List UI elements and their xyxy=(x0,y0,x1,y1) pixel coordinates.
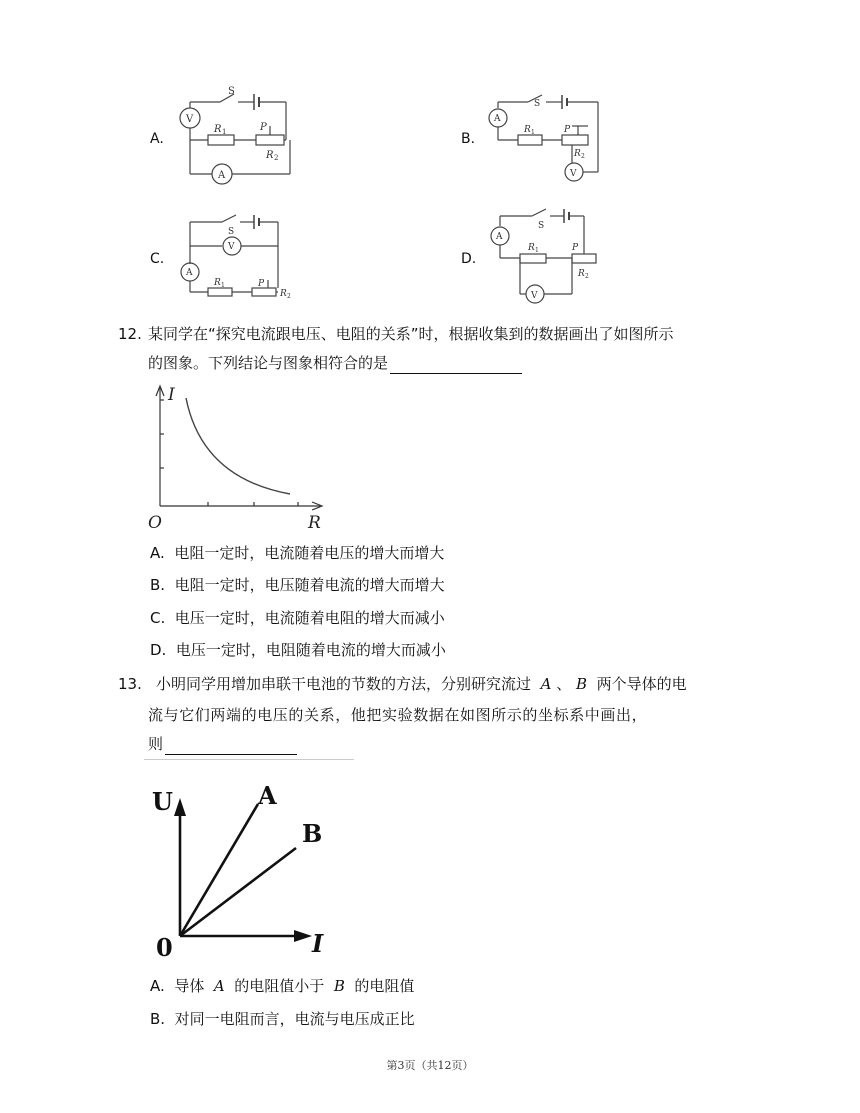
y-axis-label: I xyxy=(168,385,175,405)
r2-label: R xyxy=(574,149,581,159)
line-b-label: B xyxy=(302,819,323,848)
r1-label: R xyxy=(214,124,222,135)
r2-subscript: 2 xyxy=(581,153,585,160)
option-label: A. xyxy=(150,977,165,995)
switch-label: S xyxy=(228,86,235,97)
option-text: 电阻一定时，电压随着电流的增大而增大 xyxy=(174,576,445,594)
r2-label: R xyxy=(280,289,287,299)
ammeter-symbol: A xyxy=(218,170,226,181)
u-i-graph xyxy=(146,776,346,962)
variable-a: A xyxy=(540,675,552,693)
circuit-diagram-b xyxy=(484,92,606,188)
r1-subscript: 1 xyxy=(222,128,227,136)
q13-text-cont: 两个导体的电 xyxy=(596,675,687,693)
page-footer: 第3页（共12页） xyxy=(386,1059,474,1072)
option-text: 对同一电阻而言，电流与电压成正比 xyxy=(174,1010,415,1028)
circuit-d-label: D. xyxy=(461,251,477,267)
r2-subscript: 2 xyxy=(287,293,291,300)
r2-subscript: 2 xyxy=(274,154,279,162)
option-text: 电压一定时，电流随着电阻的增大而减小 xyxy=(174,609,445,627)
origin-label: 0 xyxy=(156,933,173,962)
variable-b: B xyxy=(333,977,345,995)
q12-option-b[interactable] xyxy=(150,574,445,596)
r1-subscript: 1 xyxy=(221,282,225,289)
option-text: 的电阻值小于 xyxy=(234,977,325,995)
voltmeter-symbol: V xyxy=(531,291,538,301)
question-12-number: 12. xyxy=(118,325,142,343)
question-13-number: 13. xyxy=(118,675,142,693)
voltmeter-symbol: V xyxy=(186,114,194,125)
slider-label: P xyxy=(258,279,265,289)
option-label: A. xyxy=(150,544,165,562)
q13-text-then: 则 xyxy=(148,735,164,753)
r2-label: R xyxy=(266,150,274,161)
circuit-c-label: C. xyxy=(150,251,165,267)
question-12-line2 xyxy=(148,352,522,374)
option-label: B. xyxy=(150,576,166,594)
x-axis-label: R xyxy=(308,513,321,533)
switch-label: S xyxy=(228,227,235,237)
r2-label: R xyxy=(578,269,585,279)
voltmeter-symbol: V xyxy=(570,169,577,179)
r1-subscript: 1 xyxy=(531,129,535,136)
voltmeter-symbol: V xyxy=(228,242,235,252)
circuit-b-label: B. xyxy=(461,131,476,147)
circuit-diagram-c xyxy=(172,212,298,304)
q12-option-c[interactable] xyxy=(150,607,445,629)
r2-subscript: 2 xyxy=(585,273,589,280)
question-12-line2-text: 的图象。下列结论与图象相符合的是 xyxy=(148,354,389,372)
switch-label: S xyxy=(534,99,541,109)
question-12-line1: 某同学在“探究电流跟电压、电阻的关系”时，根据收集到的数据画出了如图所示 xyxy=(148,325,674,343)
separator: 、 xyxy=(556,675,572,693)
r1-subscript: 1 xyxy=(535,247,539,254)
slider-label: P xyxy=(572,243,579,253)
switch-label: S xyxy=(538,221,545,231)
option-text: 导体 xyxy=(174,977,205,995)
slider-label: P xyxy=(564,125,571,135)
ammeter-symbol: A xyxy=(186,268,193,278)
answer-blank-13[interactable] xyxy=(165,738,297,755)
x-axis-label: I xyxy=(312,929,324,958)
question-13-line3 xyxy=(148,733,297,755)
q13-text: 小明同学用增加串联干电池的节数的方法，分别研究流过 xyxy=(156,675,532,693)
question-13-line2: 流与它们两端的电压的关系，他把实验数据在如图所示的坐标系中画出， xyxy=(148,706,648,724)
q12-option-d[interactable] xyxy=(150,639,446,661)
r1-label: R xyxy=(524,125,531,135)
ammeter-symbol: A xyxy=(494,114,501,124)
option-text: 的电阻值 xyxy=(354,977,415,995)
r1-label: R xyxy=(214,278,221,288)
line-a-label: A xyxy=(258,781,277,810)
q13-option-a[interactable] xyxy=(150,975,414,997)
option-label: D. xyxy=(150,641,167,659)
answer-blank-12[interactable] xyxy=(390,357,522,374)
variable-a: A xyxy=(213,977,225,995)
divider xyxy=(144,759,354,760)
y-axis-label: U xyxy=(152,787,173,816)
option-label: C. xyxy=(150,609,166,627)
i-r-graph xyxy=(140,378,340,534)
question-13-line1 xyxy=(156,673,687,695)
q13-option-b[interactable] xyxy=(150,1008,415,1030)
origin-label: O xyxy=(148,513,162,533)
r1-label: R xyxy=(528,243,535,253)
ammeter-symbol: A xyxy=(496,232,503,242)
q12-option-a[interactable] xyxy=(150,542,444,564)
circuit-diagram-a xyxy=(172,86,296,188)
variable-b: B xyxy=(575,675,588,693)
slider-label: P xyxy=(260,122,267,133)
option-label: B. xyxy=(150,1010,166,1028)
circuit-a-label: A. xyxy=(150,131,164,147)
circuit-diagram-d xyxy=(486,206,606,306)
option-text: 电压一定时，电阻随着电流的增大而减小 xyxy=(175,641,446,659)
option-text: 电阻一定时，电流随着电压的增大而增大 xyxy=(174,544,445,562)
